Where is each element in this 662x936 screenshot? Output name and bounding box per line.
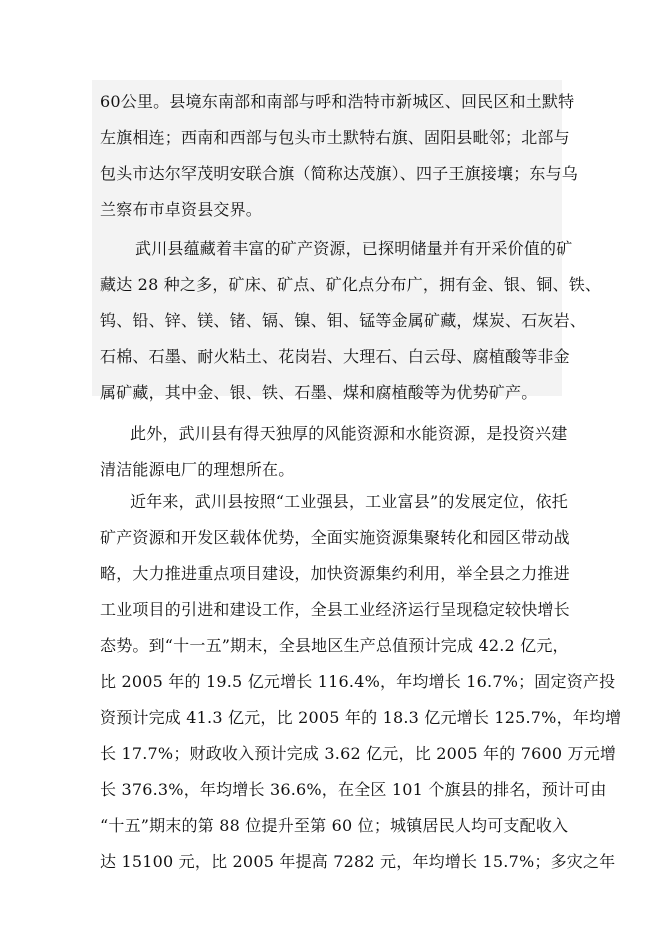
text-line: 长 17.7%；财政收入预计完成 3.62 亿元，比 2005 年的 7600 万元增: [100, 744, 617, 763]
paragraph-mineral-resources: [100, 231, 602, 411]
text-line: 比 2005 年的 19.5 亿元增长 116.4%，年均增长 16.7%；固定资产投: [100, 672, 616, 691]
text-line: 达 15100 元，比 2005 年提高 7282 元，年均增长 15.7%；多灾之年: [100, 852, 616, 871]
text-line: 属矿藏，其中金、银、铁、石墨、煤和腐植酸等为优势矿产。: [100, 383, 538, 402]
text-line: 资预计完成 41.3 亿元，比 2005 年的 18.3 亿元增长 125.7%，年均增: [100, 708, 622, 727]
text-line: 武川县蕴藏着丰富的矿产资源，已探明储量并有开采价值的矿: [135, 239, 573, 258]
paragraph-energy-resources: [100, 416, 570, 488]
text-line: 左旗相连；西南和西部与包头市土默特右旗、固阳县毗邻；北部与: [100, 128, 570, 147]
paragraph-location: [100, 84, 579, 228]
text-line: 60公里。县境东南部和南部与呼和浩特市新城区、回民区和土默特: [100, 92, 575, 111]
paragraph-industrial-development: [100, 484, 622, 880]
text-line: 略，大力推进重点项目建设，加快资源集约利用，举全县之力推进: [100, 564, 570, 583]
text-line: 态势。到“十一五”期末，全县地区生产总值预计完成 42.2 亿元，: [100, 636, 569, 655]
text-line: 长 376.3%，年均增长 36.6%，在全区 101 个旗县的排名，预计可由: [100, 780, 607, 799]
text-line: 包头市达尔罕茂明安联合旗（简称达茂旗）、四子王旗接壤；东与乌: [100, 164, 579, 183]
text-line: 石棉、石墨、耐火粘土、花岗岩、大理石、白云母、腐植酸等非金: [100, 347, 570, 366]
text-line: 工业项目的引进和建设工作，全县工业经济运行呈现稳定较快增长: [100, 600, 570, 619]
text-line: 近年来，武川县按照“工业强县，工业富县”的发展定位，依托: [130, 492, 568, 511]
text-line: “十五”期末的第 88 位提升至第 60 位；城镇居民人均可支配收入: [100, 816, 569, 835]
text-line: 此外，武川县有得天独厚的风能资源和水能资源，是投资兴建: [130, 424, 568, 443]
text-line: 清洁能源电厂的理想所在。: [100, 460, 295, 479]
text-line: 兰察布市卓资县交界。: [100, 200, 263, 219]
text-line: 钨、铅、锌、镁、锗、镉、镍、钼、锰等金属矿藏，煤炭、石灰岩、: [100, 311, 587, 330]
text-line: 矿产资源和开发区载体优势，全面实施资源集聚转化和园区带动战: [100, 528, 570, 547]
text-line: 藏达 28 种之多，矿床、矿点、矿化点分布广，拥有金、银、铜、铁、: [100, 275, 602, 294]
